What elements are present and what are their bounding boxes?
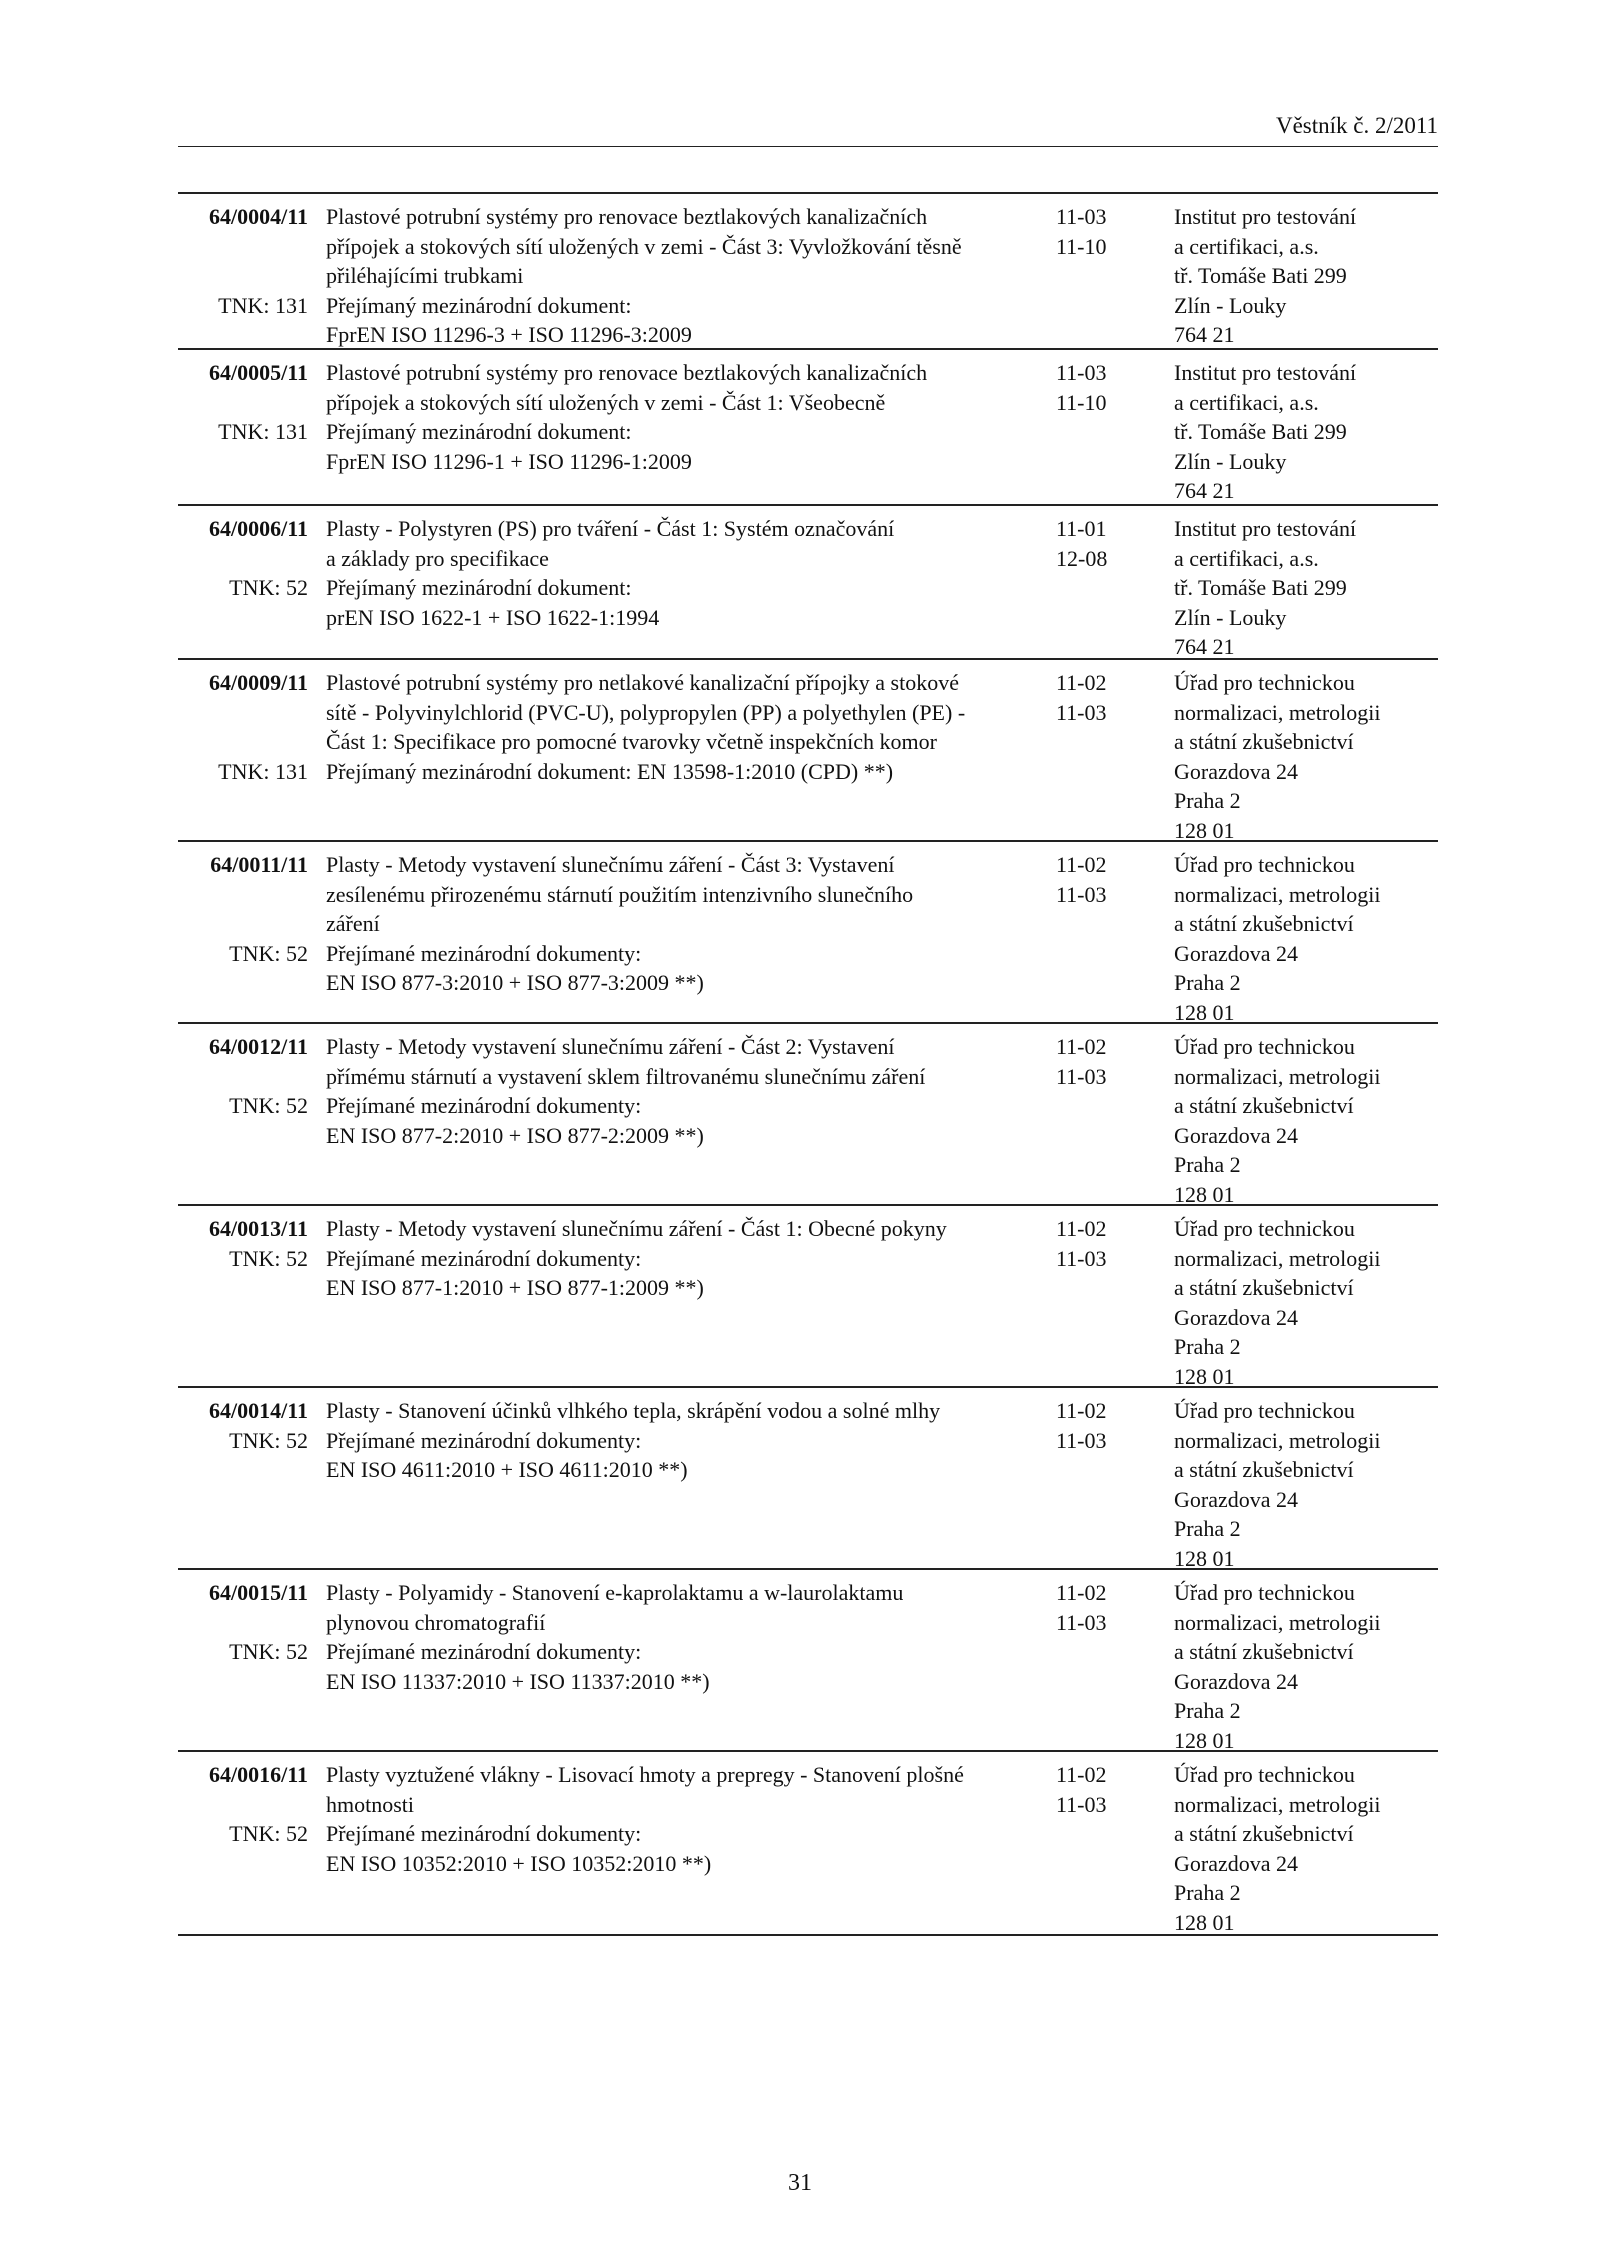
table-row [178, 194, 1438, 350]
entry-code: 64/0005/11 [208, 360, 308, 385]
address-line: 128 01 [1174, 999, 1235, 1025]
address-line: Úřad pro technickou [1174, 1580, 1355, 1605]
description-line: EN ISO 877-2:2010 + ISO 877-2:2009 **) [326, 1122, 704, 1148]
table-row [178, 1206, 1438, 1388]
description-line: Plastové potrubní systémy pro renovace beztlakových kanalizačních [326, 360, 928, 385]
address-line: a státní zkušebnictví [1174, 1093, 1354, 1118]
entry-code: 64/0014/11 [208, 1398, 308, 1423]
entry-address [1174, 1396, 1438, 1573]
date-value: 11-03 [1056, 1609, 1107, 1635]
address-line: Úřad pro technickou [1174, 852, 1355, 877]
description-line: Přejímaný mezinárodní dokument: [326, 419, 632, 444]
date-value: 11-01 [1056, 516, 1107, 541]
description-line: hmotnosti [326, 1791, 415, 1817]
table-row [178, 660, 1438, 842]
entry-description [326, 668, 1051, 786]
entry-id-cell [178, 202, 308, 348]
address-line: Praha 2 [1174, 788, 1241, 813]
address-line: Úřad pro technickou [1174, 1762, 1355, 1787]
address-line: Praha 2 [1174, 1698, 1241, 1723]
entry-code: 64/0013/11 [208, 1216, 308, 1241]
entry-tnk: TNK: 52 [229, 1245, 308, 1271]
entry-description [326, 202, 1051, 350]
description-line: EN ISO 877-3:2010 + ISO 877-3:2009 **) [326, 970, 704, 995]
address-line: Praha 2 [1174, 1880, 1241, 1905]
entry-description [326, 514, 1051, 632]
description-line: Přejímané mezinárodní dokumenty: [326, 1245, 642, 1271]
description-line: přiléhajícími trubkami [326, 263, 524, 288]
address-line: a státní zkušebnictví [1174, 1821, 1354, 1846]
address-line: 764 21 [1174, 634, 1235, 659]
entry-id-cell [178, 668, 308, 840]
entry-tnk: TNK: 131 [218, 419, 308, 444]
entry-description [326, 1032, 1051, 1150]
description-line: a základy pro specifikace [326, 545, 549, 571]
description-line: Plastové potrubní systémy pro netlakové kanalizační přípojky a stokové [326, 670, 959, 695]
date-value: 11-10 [1056, 233, 1107, 259]
description-line: Plastové potrubní systémy pro renovace beztlakových kanalizačních [326, 204, 928, 229]
date-value: 11-03 [1056, 699, 1107, 725]
date-value: 11-02 [1056, 1762, 1107, 1787]
description-line: Část 1: Specifikace pro pomocné tvarovky včetně inspekčních komor [326, 729, 937, 754]
date-value: 11-02 [1056, 852, 1107, 877]
address-line: a státní zkušebnictví [1174, 1457, 1354, 1482]
address-line: Úřad pro technickou [1174, 1034, 1355, 1059]
table-row [178, 1570, 1438, 1752]
entry-dates [1056, 358, 1156, 417]
date-value: 11-03 [1056, 1245, 1107, 1271]
date-value: 11-03 [1056, 881, 1107, 907]
description-line: záření [326, 911, 380, 936]
address-line: 764 21 [1174, 322, 1235, 347]
date-value: 11-03 [1056, 360, 1107, 385]
table-row [178, 1388, 1438, 1570]
address-line: Praha 2 [1174, 1516, 1241, 1541]
entry-code: 64/0009/11 [208, 670, 308, 695]
entry-tnk: TNK: 52 [229, 1427, 308, 1453]
address-line: Zlín - Louky [1174, 448, 1287, 474]
table-row [178, 842, 1438, 1024]
description-line: plynovou chromatografií [326, 1609, 546, 1635]
entry-address [1174, 358, 1438, 506]
date-value: 11-02 [1056, 1398, 1107, 1423]
description-line: Plasty - Polystyren (PS) pro tváření - Část 1: Systém označování [326, 516, 895, 541]
address-line: Gorazdova 24 [1174, 1486, 1299, 1512]
address-line: Gorazdova 24 [1174, 1850, 1299, 1876]
description-line: Přejímané mezinárodní dokumenty: [326, 1093, 642, 1118]
entry-id-cell [178, 1032, 308, 1204]
address-line: Praha 2 [1174, 1152, 1241, 1177]
description-line: Přejímané mezinárodní dokumenty: [326, 1427, 642, 1453]
date-value: 11-03 [1056, 1791, 1107, 1817]
address-line: a státní zkušebnictví [1174, 1639, 1354, 1664]
entry-description [326, 1396, 1051, 1485]
entry-dates [1056, 202, 1156, 261]
address-line: normalizaci, metrologii [1174, 881, 1381, 907]
entry-dates [1056, 514, 1156, 573]
entry-code: 64/0004/11 [208, 204, 308, 229]
entry-code: 64/0006/11 [208, 516, 308, 541]
description-line: přímému stárnutí a vystavení sklem filtrovanému slunečnímu záření [326, 1063, 926, 1089]
description-line: zesílenému přirozenému stárnutí použitím intenzivního slunečního [326, 881, 914, 907]
address-line: a certifikaci, a.s. [1174, 389, 1319, 415]
entry-description [326, 850, 1051, 998]
entry-description [326, 1214, 1051, 1303]
description-line: Plasty - Stanovení účinků vlhkého tepla, skrápění vodou a solné mlhy [326, 1398, 941, 1423]
entry-address [1174, 1214, 1438, 1391]
entry-tnk: TNK: 52 [229, 1639, 308, 1664]
address-line: 128 01 [1174, 1363, 1235, 1389]
table-row [178, 1024, 1438, 1206]
description-line: Plasty vyztužené vlákny - Lisovací hmoty a prepregy - Stanovení plošné [326, 1762, 964, 1787]
description-line: Přejímaný mezinárodní dokument: EN 13598-1:2010 (CPD) **) [326, 758, 894, 784]
description-line: FprEN ISO 11296-3 + ISO 11296-3:2009 [326, 322, 692, 347]
address-line: a certifikaci, a.s. [1174, 545, 1319, 571]
entry-dates [1056, 850, 1156, 909]
date-value: 11-02 [1056, 670, 1107, 695]
address-line: Gorazdova 24 [1174, 1304, 1299, 1330]
entry-address [1174, 850, 1438, 1027]
address-line: Praha 2 [1174, 1334, 1241, 1359]
address-line: normalizaci, metrologii [1174, 1791, 1381, 1817]
description-line: EN ISO 4611:2010 + ISO 4611:2010 **) [326, 1457, 688, 1482]
date-value: 11-03 [1056, 1427, 1107, 1453]
entry-dates [1056, 1578, 1156, 1637]
description-line: Přejímaný mezinárodní dokument: [326, 575, 632, 600]
address-line: tř. Tomáše Bati 299 [1174, 575, 1347, 600]
address-line: tř. Tomáše Bati 299 [1174, 263, 1347, 288]
entry-dates [1056, 668, 1156, 727]
entry-description [326, 358, 1051, 476]
entry-address [1174, 514, 1438, 662]
entry-tnk: TNK: 52 [229, 575, 308, 600]
entry-dates [1056, 1032, 1156, 1091]
date-value: 12-08 [1056, 545, 1108, 571]
address-line: normalizaci, metrologii [1174, 1063, 1381, 1089]
page-number: 31 [788, 2170, 812, 2196]
bulletin-title: Věstník č. 2/2011 [1275, 113, 1438, 138]
date-value: 11-03 [1056, 204, 1107, 229]
description-line: EN ISO 11337:2010 + ISO 11337:2010 **) [326, 1668, 710, 1694]
entry-address [1174, 1032, 1438, 1209]
entry-dates [1056, 1396, 1156, 1455]
entry-id-cell [178, 514, 308, 658]
address-line: Úřad pro technickou [1174, 1216, 1355, 1241]
address-line: 128 01 [1174, 1727, 1235, 1753]
description-line: EN ISO 877-1:2010 + ISO 877-1:2009 **) [326, 1275, 704, 1300]
address-line: Institut pro testování [1174, 204, 1357, 229]
entry-id-cell [178, 1214, 308, 1386]
description-line: přípojek a stokových sítí uložených v zemi - Část 3: Vyvložkování těsně [326, 233, 962, 259]
table-row [178, 506, 1438, 660]
entry-tnk: TNK: 52 [229, 1093, 308, 1118]
entry-address [1174, 668, 1438, 845]
description-line: Plasty - Metody vystavení slunečnímu záření - Část 1: Obecné pokyny [326, 1216, 947, 1241]
address-line: normalizaci, metrologii [1174, 1609, 1381, 1635]
description-line: Plasty - Polyamidy - Stanovení e-kaprolaktamu a w-laurolaktamu [326, 1580, 904, 1605]
entry-address [1174, 1578, 1438, 1755]
description-line: Přejímané mezinárodní dokumenty: [326, 1821, 642, 1846]
date-value: 11-10 [1056, 389, 1107, 415]
address-line: Gorazdova 24 [1174, 1122, 1299, 1148]
address-line: Institut pro testování [1174, 516, 1357, 541]
page-header [178, 112, 1438, 147]
entry-tnk: TNK: 52 [229, 1821, 308, 1846]
entry-code: 64/0016/11 [208, 1762, 308, 1787]
date-value: 11-02 [1056, 1216, 1107, 1241]
entry-tnk: TNK: 131 [218, 292, 308, 318]
entry-tnk: TNK: 52 [229, 940, 308, 966]
standards-table [178, 192, 1438, 1936]
table-row [178, 350, 1438, 506]
address-line: a státní zkušebnictví [1174, 1275, 1354, 1300]
entry-id-cell [178, 1578, 308, 1750]
address-line: normalizaci, metrologii [1174, 1245, 1381, 1271]
address-line: a certifikaci, a.s. [1174, 233, 1319, 259]
entry-address [1174, 202, 1438, 350]
date-value: 11-02 [1056, 1580, 1107, 1605]
entry-id-cell [178, 1396, 308, 1568]
address-line: 128 01 [1174, 1181, 1235, 1207]
address-line: normalizaci, metrologii [1174, 1427, 1381, 1453]
address-line: 764 21 [1174, 478, 1235, 503]
entry-id-cell [178, 1760, 308, 1934]
address-line: a státní zkušebnictví [1174, 729, 1354, 754]
address-line: 128 01 [1174, 1909, 1235, 1935]
entry-description [326, 1578, 1051, 1696]
description-line: FprEN ISO 11296-1 + ISO 11296-1:2009 [326, 448, 692, 474]
entry-tnk: TNK: 131 [218, 758, 308, 784]
entry-address [1174, 1760, 1438, 1937]
description-line: přípojek a stokových sítí uložených v zemi - Část 1: Všeobecně [326, 389, 886, 415]
entry-code: 64/0015/11 [208, 1580, 308, 1605]
address-line: 128 01 [1174, 817, 1235, 843]
address-line: Gorazdova 24 [1174, 1668, 1299, 1694]
entry-code: 64/0011/11 [210, 852, 308, 877]
address-line: Úřad pro technickou [1174, 670, 1355, 695]
address-line: Zlín - Louky [1174, 292, 1287, 318]
description-line: EN ISO 10352:2010 + ISO 10352:2010 **) [326, 1850, 712, 1876]
entry-id-cell [178, 358, 308, 504]
description-line: Plasty - Metody vystavení slunečnímu záření - Část 2: Vystavení [326, 1034, 895, 1059]
address-line: Gorazdova 24 [1174, 940, 1299, 966]
description-line: sítě - Polyvinylchlorid (PVC-U), polypropylen (PP) a polyethylen (PE) - [326, 699, 966, 725]
address-line: tř. Tomáše Bati 299 [1174, 419, 1347, 444]
address-line: Institut pro testování [1174, 360, 1357, 385]
description-line: prEN ISO 1622-1 + ISO 1622-1:1994 [326, 604, 660, 630]
entry-description [326, 1760, 1051, 1878]
description-line: Přejímaný mezinárodní dokument: [326, 292, 632, 318]
description-line: Plasty - Metody vystavení slunečnímu záření - Část 3: Vystavení [326, 852, 895, 877]
address-line: Zlín - Louky [1174, 604, 1287, 630]
date-value: 11-02 [1056, 1034, 1107, 1059]
table-row [178, 1752, 1438, 1936]
address-line: normalizaci, metrologii [1174, 699, 1381, 725]
entry-dates [1056, 1214, 1156, 1273]
address-line: a státní zkušebnictví [1174, 911, 1354, 936]
address-line: 128 01 [1174, 1545, 1235, 1571]
entry-dates [1056, 1760, 1156, 1819]
address-line: Gorazdova 24 [1174, 758, 1299, 784]
entry-id-cell [178, 850, 308, 1022]
entry-code: 64/0012/11 [208, 1034, 308, 1059]
description-line: Přejímané mezinárodní dokumenty: [326, 1639, 642, 1664]
date-value: 11-03 [1056, 1063, 1107, 1089]
address-line: Praha 2 [1174, 970, 1241, 995]
description-line: Přejímané mezinárodní dokumenty: [326, 940, 642, 966]
address-line: Úřad pro technickou [1174, 1398, 1355, 1423]
